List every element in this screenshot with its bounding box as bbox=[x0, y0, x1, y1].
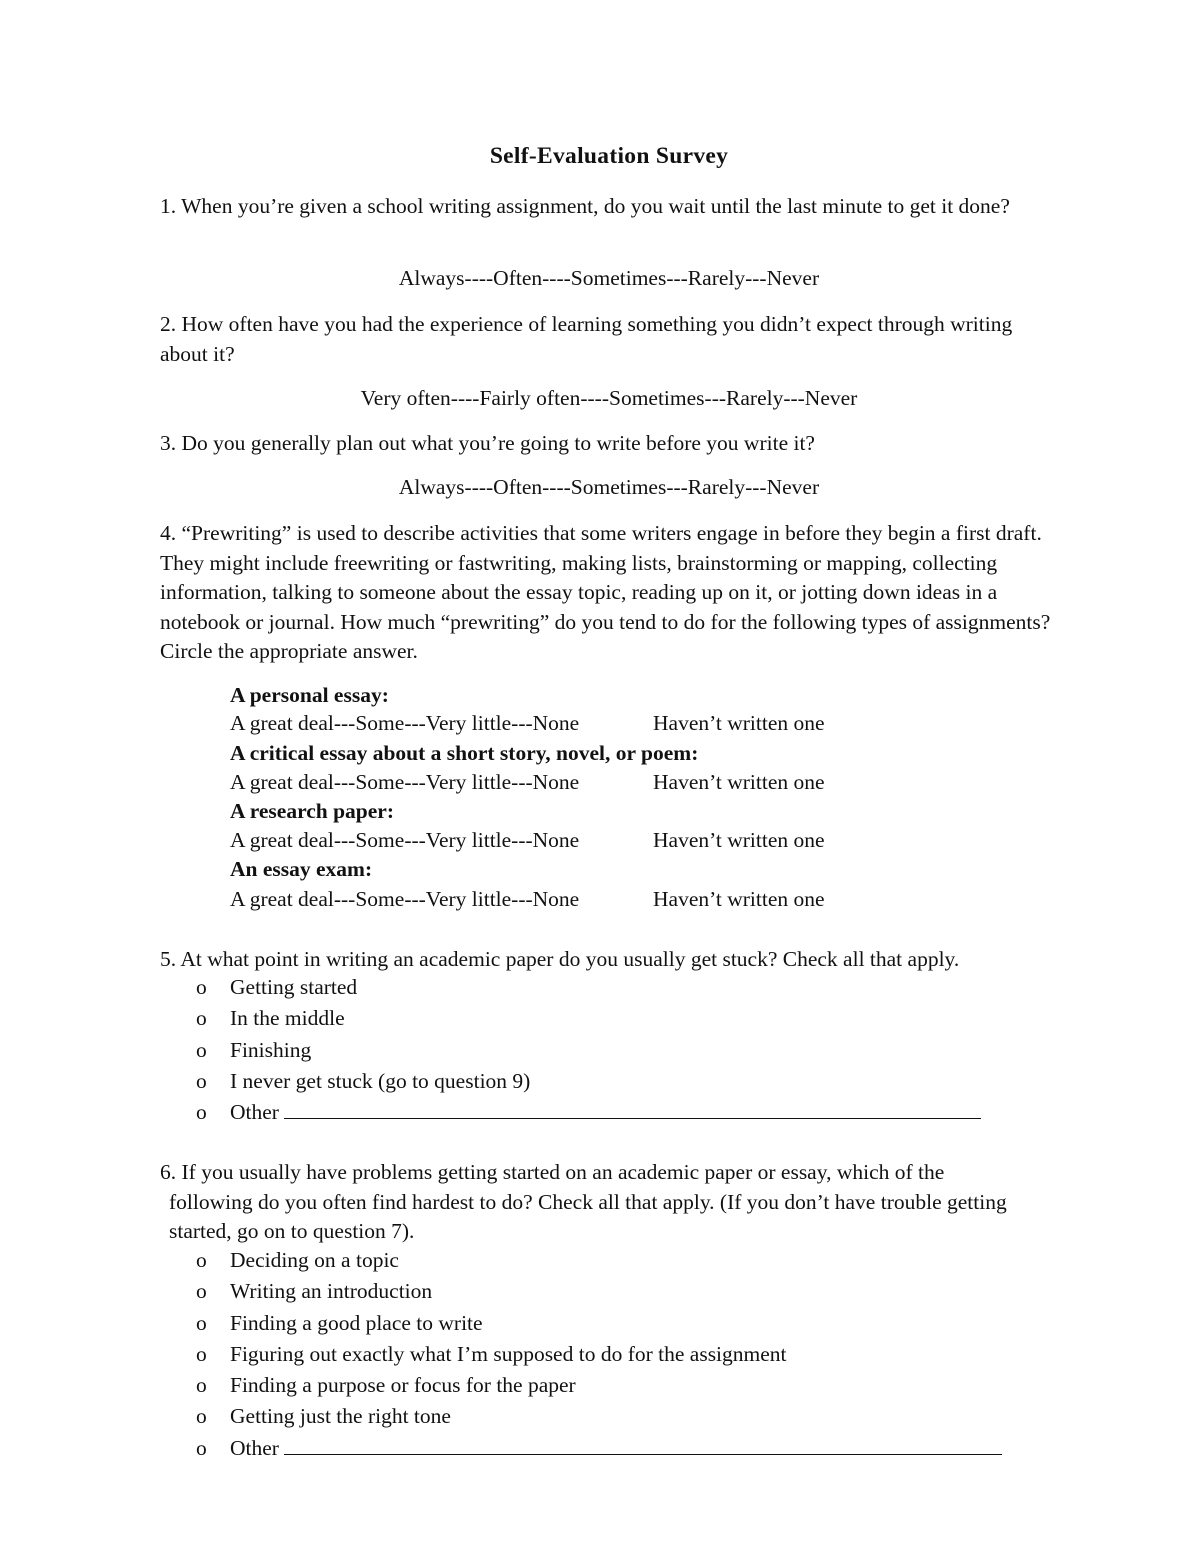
prewriting-none-option[interactable]: Haven’t written one bbox=[653, 711, 825, 735]
prewriting-item-label: A research paper: bbox=[230, 799, 395, 823]
question-5-text: 5. At what point in writing an academic paper do you usually get stuck? Check all that apply. bbox=[160, 947, 960, 971]
checkbox-option[interactable] bbox=[196, 1035, 981, 1066]
prewriting-item-options[interactable] bbox=[230, 828, 825, 853]
checkbox-circle-icon[interactable]: o bbox=[196, 1310, 207, 1335]
checkbox-circle-icon[interactable]: o bbox=[196, 1006, 207, 1031]
prewriting-item-label: An essay exam: bbox=[230, 857, 373, 881]
question-1-scale[interactable]: Always----Often----Sometimes---Rarely---Never bbox=[398, 266, 820, 290]
checkbox-circle-icon[interactable]: o bbox=[196, 1068, 207, 1093]
prewriting-scale[interactable]: A great deal---Some---Very little---None bbox=[230, 711, 580, 735]
prewriting-scale[interactable]: A great deal---Some---Very little---None bbox=[230, 828, 580, 852]
checkbox-option[interactable] bbox=[196, 1276, 1002, 1307]
checkbox-circle-icon[interactable]: o bbox=[196, 1404, 207, 1429]
checkbox-option[interactable] bbox=[196, 1308, 1002, 1339]
checkbox-option[interactable] bbox=[196, 1339, 1002, 1370]
option-label: Deciding on a topic bbox=[230, 1248, 399, 1272]
checkbox-circle-icon[interactable]: o bbox=[196, 1341, 207, 1366]
other-answer-line[interactable] bbox=[284, 1098, 981, 1119]
option-label: Figuring out exactly what I’m supposed to do for the assignment bbox=[230, 1341, 787, 1366]
prewriting-item-label: A personal essay: bbox=[230, 683, 389, 707]
checkbox-circle-icon[interactable]: o bbox=[196, 1100, 207, 1125]
prewriting-item-options[interactable] bbox=[230, 887, 825, 912]
option-label: I never get stuck (go to question 9) bbox=[230, 1068, 531, 1093]
question-6-body: 6. If you usually have problems getting started on an academic paper or essay, which of the following do you often find hardest to do? Check all that apply. (If you don’t have trouble getting started, go on to question 7). bbox=[160, 1160, 1007, 1243]
option-label: Getting started bbox=[230, 975, 358, 999]
checkbox-circle-icon[interactable]: o bbox=[196, 975, 207, 999]
prewriting-item-label: A critical essay about a short story, novel, or poem: bbox=[230, 741, 699, 765]
question-4-text: 4. “Prewriting” is used to describe activities that some writers engage in before they begin a first draft. They might include freewriting or fastwriting, making lists, brainstorming or mapping, collecting information, talking to someone about the essay topic, reading up on it, or jotting down ideas in a notebook or journal. How much “prewriting” do you tend to do for the following types of assignments? Circle the appropriate answer. bbox=[160, 521, 1051, 663]
checkbox-circle-icon[interactable]: o bbox=[196, 1037, 207, 1062]
checkbox-option[interactable] bbox=[196, 1401, 1002, 1432]
prewriting-none-option[interactable]: Haven’t written one bbox=[653, 887, 825, 911]
checkbox-option[interactable] bbox=[196, 1097, 981, 1128]
question-6-text bbox=[160, 1158, 1030, 1247]
checkbox-circle-icon[interactable]: o bbox=[196, 1435, 207, 1460]
checkbox-option[interactable] bbox=[196, 1370, 1002, 1401]
checkbox-option[interactable] bbox=[196, 972, 981, 1003]
option-label: Other bbox=[230, 1435, 279, 1460]
option-label: Writing an introduction bbox=[230, 1279, 433, 1304]
question-3-scale[interactable]: Always----Often----Sometimes---Rarely---Never bbox=[398, 475, 820, 499]
option-label: Other bbox=[230, 1100, 279, 1125]
question-6-options bbox=[196, 1245, 1002, 1464]
checkbox-option[interactable] bbox=[196, 1066, 981, 1097]
other-answer-line[interactable] bbox=[284, 1434, 1002, 1455]
question-3-text: 3. Do you generally plan out what you’re going to write before you write it? bbox=[160, 431, 815, 455]
question-1-text: 1. When you’re given a school writing assignment, do you wait until the last minute to get it done? bbox=[160, 194, 1010, 218]
question-2-text: 2. How often have you had the experience of learning something you didn’t expect through writing about it? bbox=[160, 312, 1013, 366]
checkbox-option[interactable] bbox=[196, 1433, 1002, 1464]
question-5-options bbox=[196, 972, 981, 1128]
question-2-scale[interactable]: Very often----Fairly often----Sometimes---Rarely---Never bbox=[360, 386, 858, 410]
prewriting-none-option[interactable]: Haven’t written one bbox=[653, 828, 825, 852]
prewriting-item-options[interactable] bbox=[230, 770, 825, 795]
checkbox-option[interactable] bbox=[196, 1245, 1002, 1276]
prewriting-item-options[interactable] bbox=[230, 711, 825, 736]
checkbox-option[interactable] bbox=[196, 1003, 981, 1034]
checkbox-circle-icon[interactable]: o bbox=[196, 1279, 207, 1304]
option-label: Finding a good place to write bbox=[230, 1310, 483, 1335]
prewriting-none-option[interactable]: Haven’t written one bbox=[653, 770, 825, 794]
checkbox-circle-icon[interactable]: o bbox=[196, 1248, 207, 1272]
prewriting-scale[interactable]: A great deal---Some---Very little---None bbox=[230, 770, 580, 794]
checkbox-circle-icon[interactable]: o bbox=[196, 1373, 207, 1398]
page-title: Self-Evaluation Survey bbox=[489, 143, 729, 169]
option-label: Getting just the right tone bbox=[230, 1404, 451, 1429]
prewriting-scale[interactable]: A great deal---Some---Very little---None bbox=[230, 887, 580, 911]
option-label: Finding a purpose or focus for the paper bbox=[230, 1373, 576, 1398]
option-label: In the middle bbox=[230, 1006, 345, 1031]
option-label: Finishing bbox=[230, 1037, 312, 1062]
